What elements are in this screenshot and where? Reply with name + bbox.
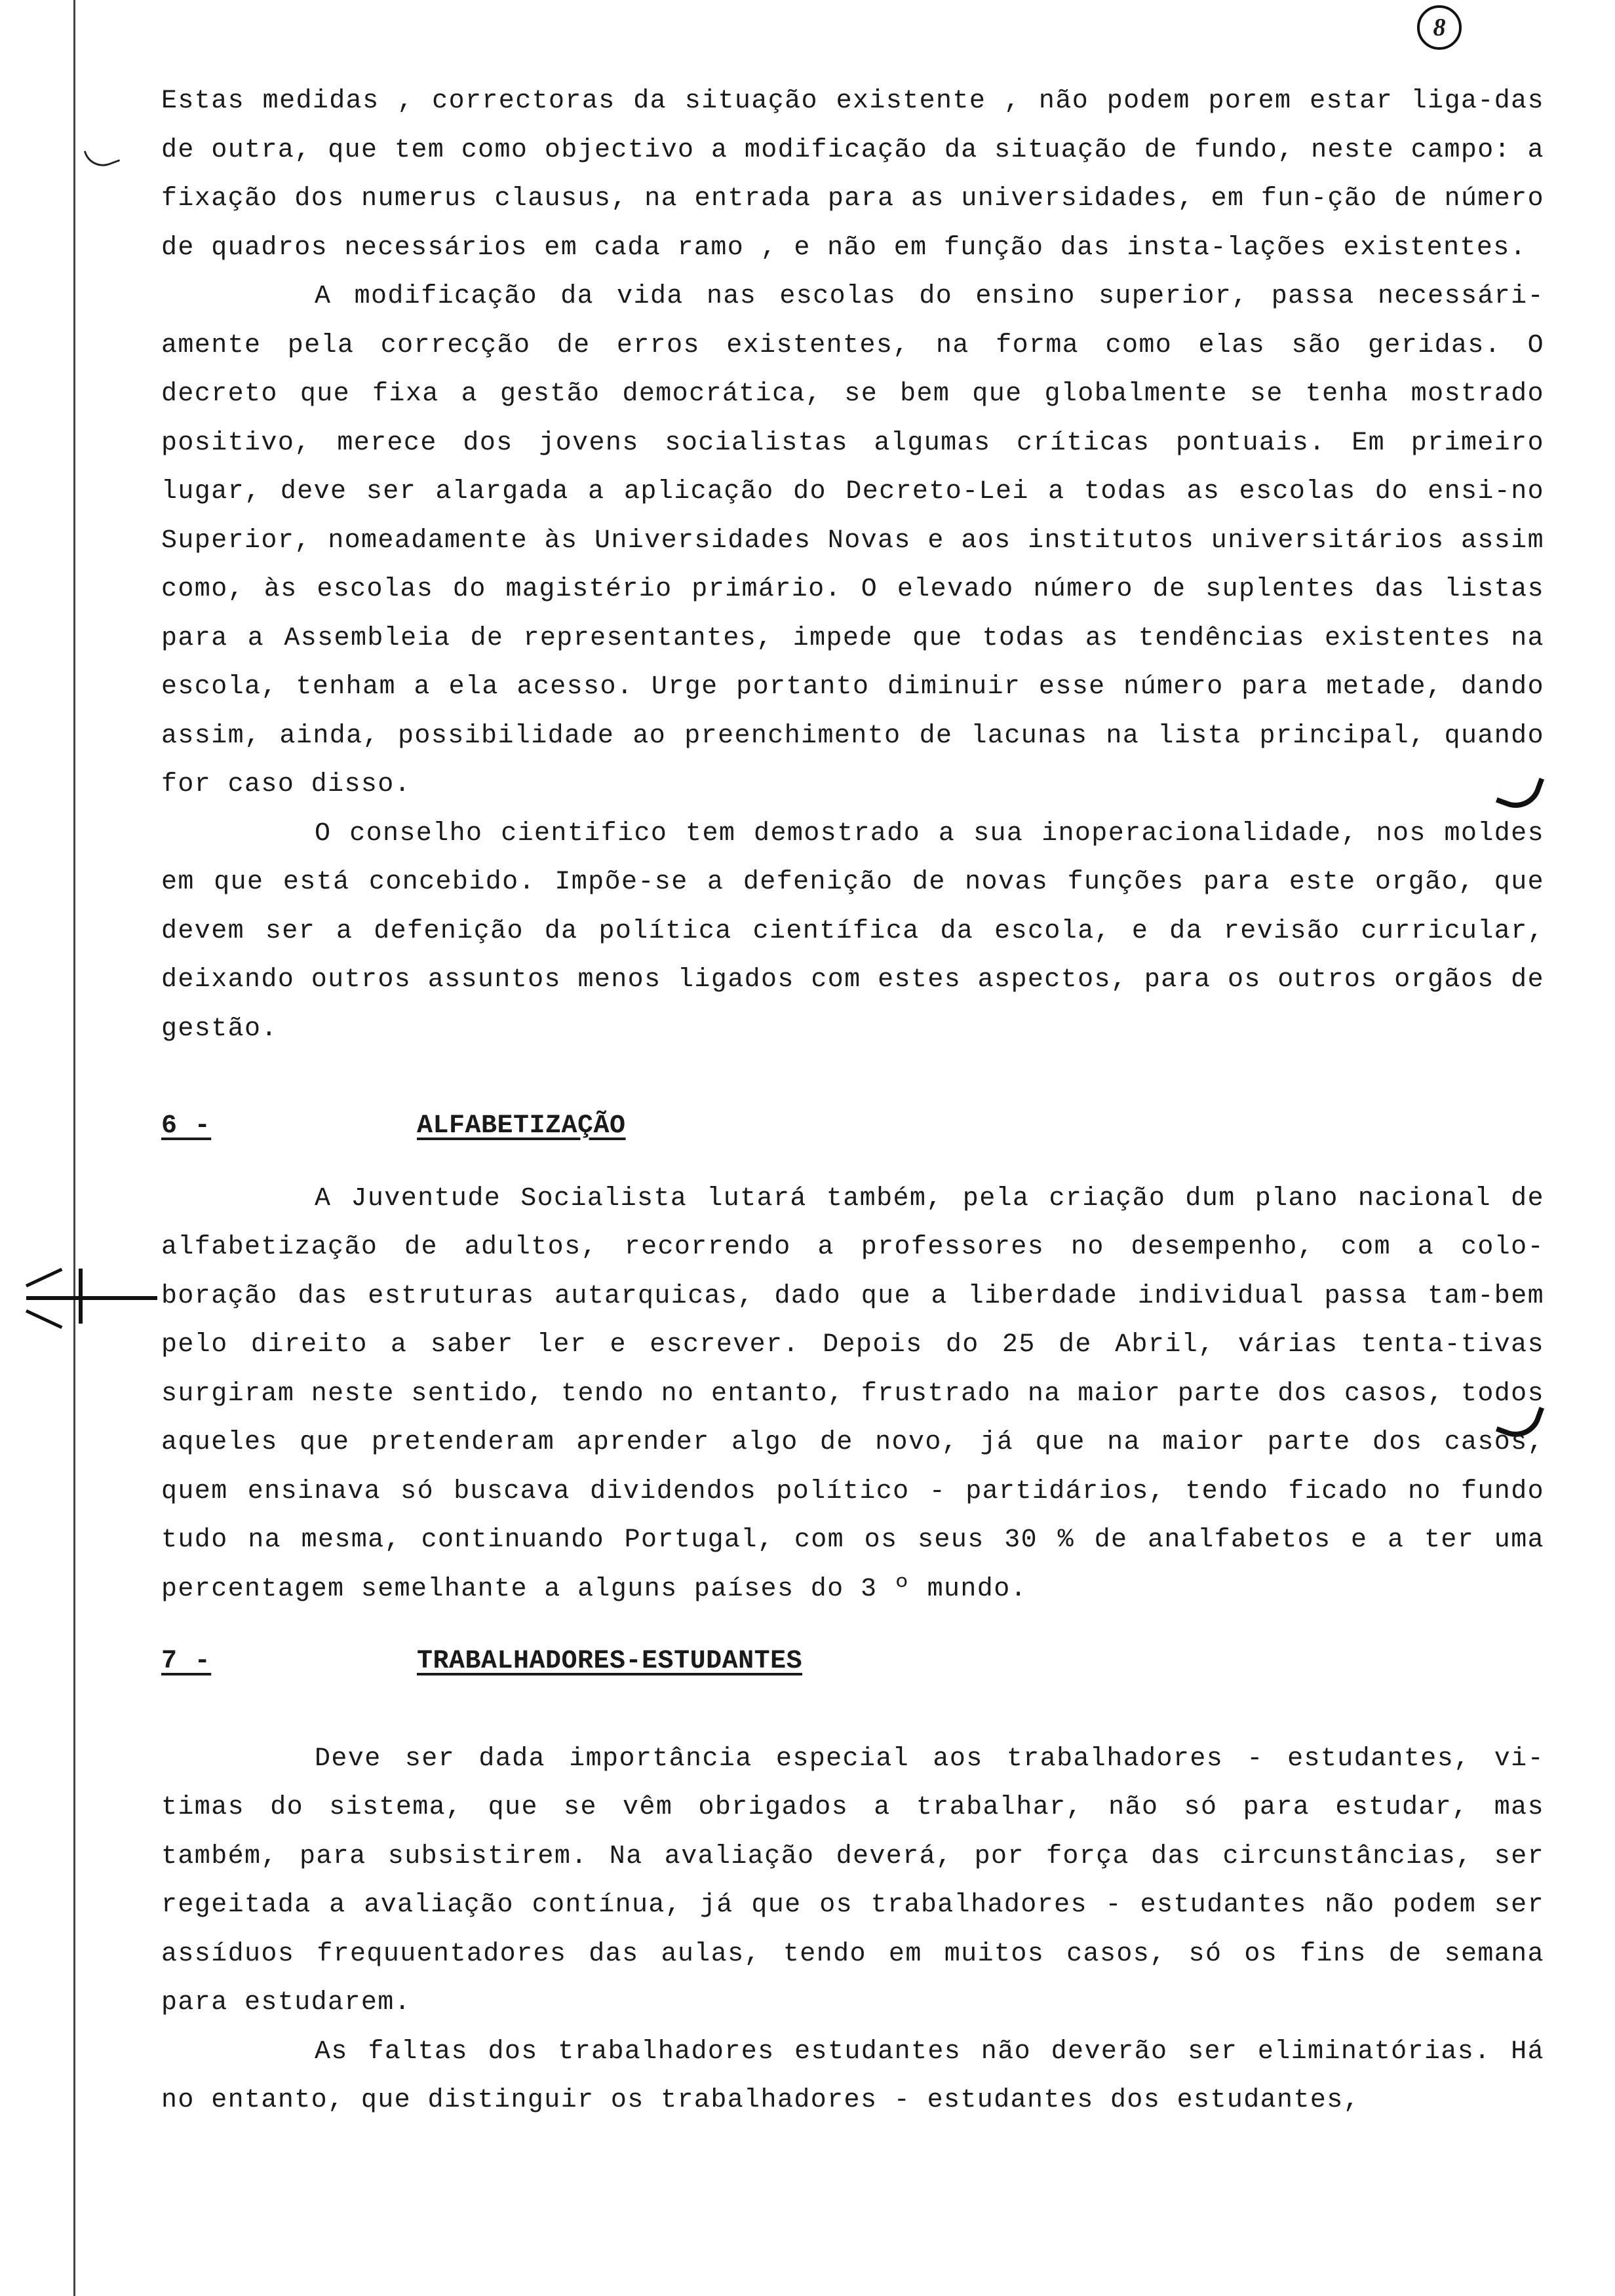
margin-arrow-head-icon	[26, 1309, 62, 1329]
page-number: 8	[1417, 5, 1462, 50]
paragraph: Estas medidas , correctoras da situação existente , não podem porem estar liga-das de outra, que tem como objectivo a modificação da situação de fundo, neste campo: a fixação dos numerus clausus, na entrada para as universidades, em fun-ção de número de quadros necessários em cada ramo , e não em função das insta-lações existentes.	[161, 86, 1544, 263]
section-number: 6 -	[161, 1111, 212, 1141]
left-margin-line	[73, 0, 75, 2296]
document-body	[161, 77, 1544, 2126]
paragraph: O conselho cientifico tem demostrado a sua inoperacionalidade, nos moldes em que está concebido. Impõe-se a defenição de novas funções para este orgão, que devem ser a defenição da política científica da escola, e da revisão curricular, deixando outros assuntos menos ligados com estes aspectos, para os outros orgãos de gestão.	[161, 818, 1544, 1044]
paragraph: A Juventude Socialista lutará também, pela criação dum plano nacional de alfabetização de adultos, recorrendo a professores no desempenho, com a colo-boração das estruturas autarquicas, dado que a liberdade individual passa tam-bem pelo direito a saber ler e escrever. Depois do 25 de Abril, várias tenta-tivas surgiram neste sentido, tendo no entanto, frustrado na maior parte dos casos, todos aqueles que pretenderam aprender algo de novo, já que na maior parte dos casos, quem ensinava só buscava dividendos político - partidários, tendo ficado no fundo tudo na mesma, continuando Portugal, com os seus 30 % de analfabetos e a ter uma percentagem semelhante a alguns países do 3 º mundo.	[161, 1183, 1544, 1604]
margin-tick-mark-icon	[84, 141, 120, 172]
section-title: TRABALHADORES-ESTUDANTES	[417, 1647, 803, 1676]
margin-arrow-stem-icon	[79, 1269, 83, 1324]
section-heading-7	[161, 1637, 1544, 1687]
section-number: 7 -	[161, 1647, 212, 1676]
section-heading-6	[161, 1102, 1544, 1151]
paragraph: A modificação da vida nas escolas do ensino superior, passa necessári-amente pela correcção de erros existentes, na forma como elas são geridas. O decreto que fixa a gestão democrática, se bem que globalmente se tenha mostrado positivo, merece dos jovens socialistas algumas críticas pontuais. Em primeiro lugar, deve ser alargada a aplicação do Decreto-Lei a todas as escolas do ensi-no Superior, nomeadamente às Universidades Novas e aos institutos universitários assim como, às escolas do magistério primário. O elevado número de suplentes das listas para a Assembleia de representantes, impede que todas as tendências existentes na escola, tenham a ela acesso. Urge portanto diminuir esse número para metade, dando assim, ainda, possibilidade ao preenchimento de lacunas na lista principal, quando for caso disso.	[161, 282, 1544, 799]
margin-arrow-head-icon	[26, 1268, 62, 1288]
section-title: ALFABETIZAÇÃO	[417, 1111, 626, 1141]
paragraph: Deve ser dada importância especial aos trabalhadores - estudantes, vi-timas do sistema, que se vêm obrigados a trabalhar, não só para estudar, mas também, para subsistirem. Na avaliação deverá, por força das circunstâncias, ser regeitada a avaliação contínua, já que os trabalhadores - estudantes não podem ser assíduos frequuentadores das aulas, tendo em muitos casos, só os fins de semana para estudarem.	[161, 1744, 1544, 2018]
paragraph: As faltas dos trabalhadores estudantes não deverão ser eliminatórias. Há no entanto, que distinguir os trabalhadores - estudantes dos estudantes,	[161, 2037, 1544, 2115]
margin-arrow-icon	[26, 1296, 157, 1300]
